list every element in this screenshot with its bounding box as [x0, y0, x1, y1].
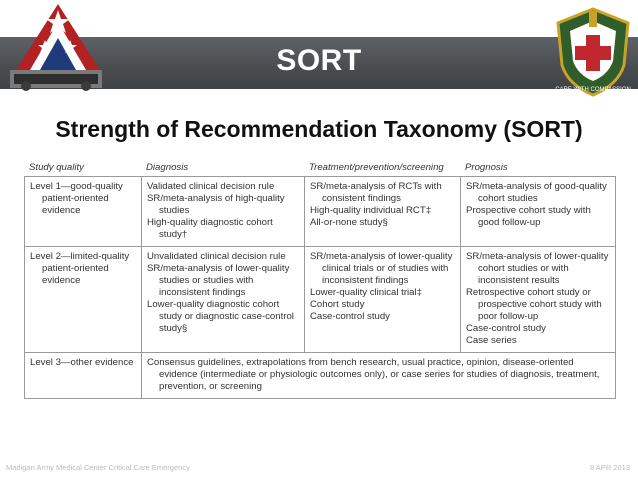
table-row	[24, 247, 616, 353]
page-heading: Strength of Recommendation Taxonomy (SORT)	[55, 116, 583, 142]
slide-header	[0, 0, 638, 98]
cell-line: SR/meta-analysis of lower-quality studies or studies with inconsistent findings	[147, 263, 290, 298]
cell-line: Level 2—limited-quality patient-oriented evidence	[30, 251, 130, 286]
cell-line: Case-control study	[310, 311, 390, 322]
footer-organization: Madigan Army Medical Center Critical Care Emergency	[6, 463, 190, 472]
prognosis-cell	[461, 177, 617, 246]
diagnosis-cell	[142, 247, 305, 352]
sort-table	[24, 160, 616, 399]
table-row	[24, 353, 616, 399]
cell-line: Unvalidated clinical decision rule	[147, 251, 286, 262]
footer-date: 8 APR 2013	[589, 463, 630, 472]
header-diagnosis: Diagnosis	[146, 162, 189, 173]
level-cell	[25, 353, 142, 398]
level-cell	[25, 177, 142, 246]
cell-line: Lower-quality clinical trial‡	[310, 287, 422, 298]
header-study-quality: Study quality	[29, 162, 84, 173]
cell-line: SR/meta-analysis of RCTs with consistent findings	[310, 181, 442, 204]
cell-line: High-quality individual RCT‡	[310, 205, 432, 216]
cell-line: SR/meta-analysis of lower-quality clinical trials or of studies with inconsistent findings	[310, 251, 453, 286]
treatment-cell	[305, 247, 461, 352]
cell-line: SR/meta-analysis of lower-quality cohort studies or with inconsistent results	[466, 251, 609, 286]
table-header-row	[24, 160, 616, 176]
header-treatment: Treatment/prevention/screening	[309, 162, 444, 173]
crest-motto: CARE WITH COMPASSION	[555, 87, 631, 93]
cell-line: Validated clinical decision rule	[147, 181, 275, 192]
cell-line: All-or-none study§	[310, 217, 388, 228]
cell-line: Prospective cohort study with good follow-up	[466, 205, 591, 228]
table-row	[24, 176, 616, 247]
prognosis-cell	[461, 247, 617, 352]
cell-line: SR/meta-analysis of good-quality cohort studies	[466, 181, 607, 204]
cell-line: Case-control study	[466, 323, 546, 334]
level-cell	[25, 247, 142, 352]
cell-line: Retrospective cohort study or prospective cohort study with poor follow-up	[466, 287, 602, 322]
combined-cell	[142, 353, 617, 398]
cell-line: Cohort study	[310, 299, 365, 310]
cell-line: Lower-quality diagnostic cohort study or diagnostic case-control study§	[147, 299, 294, 334]
cell-line: SR/meta-analysis of high-quality studies	[147, 193, 285, 216]
cell-line: High-quality diagnostic cohort study†	[147, 217, 273, 240]
treatment-cell	[305, 177, 461, 246]
cell-line: Level 3—other evidence	[30, 357, 134, 368]
cell-line: Case series	[466, 335, 517, 346]
cell-line: Consensus guidelines, extrapolations from bench research, usual practice, opinion, disease-oriented evidence (intermediate or physiologic outcomes only), or case series for studies of diagnosis, treatment, prevention, or screening	[147, 357, 600, 392]
diagnosis-cell	[142, 177, 305, 246]
medical-command-crest-icon	[548, 5, 638, 97]
slide-title: SORT	[276, 44, 362, 77]
cell-line: Level 1—good-quality patient-oriented evidence	[30, 181, 123, 216]
header-prognosis: Prognosis	[465, 162, 508, 173]
